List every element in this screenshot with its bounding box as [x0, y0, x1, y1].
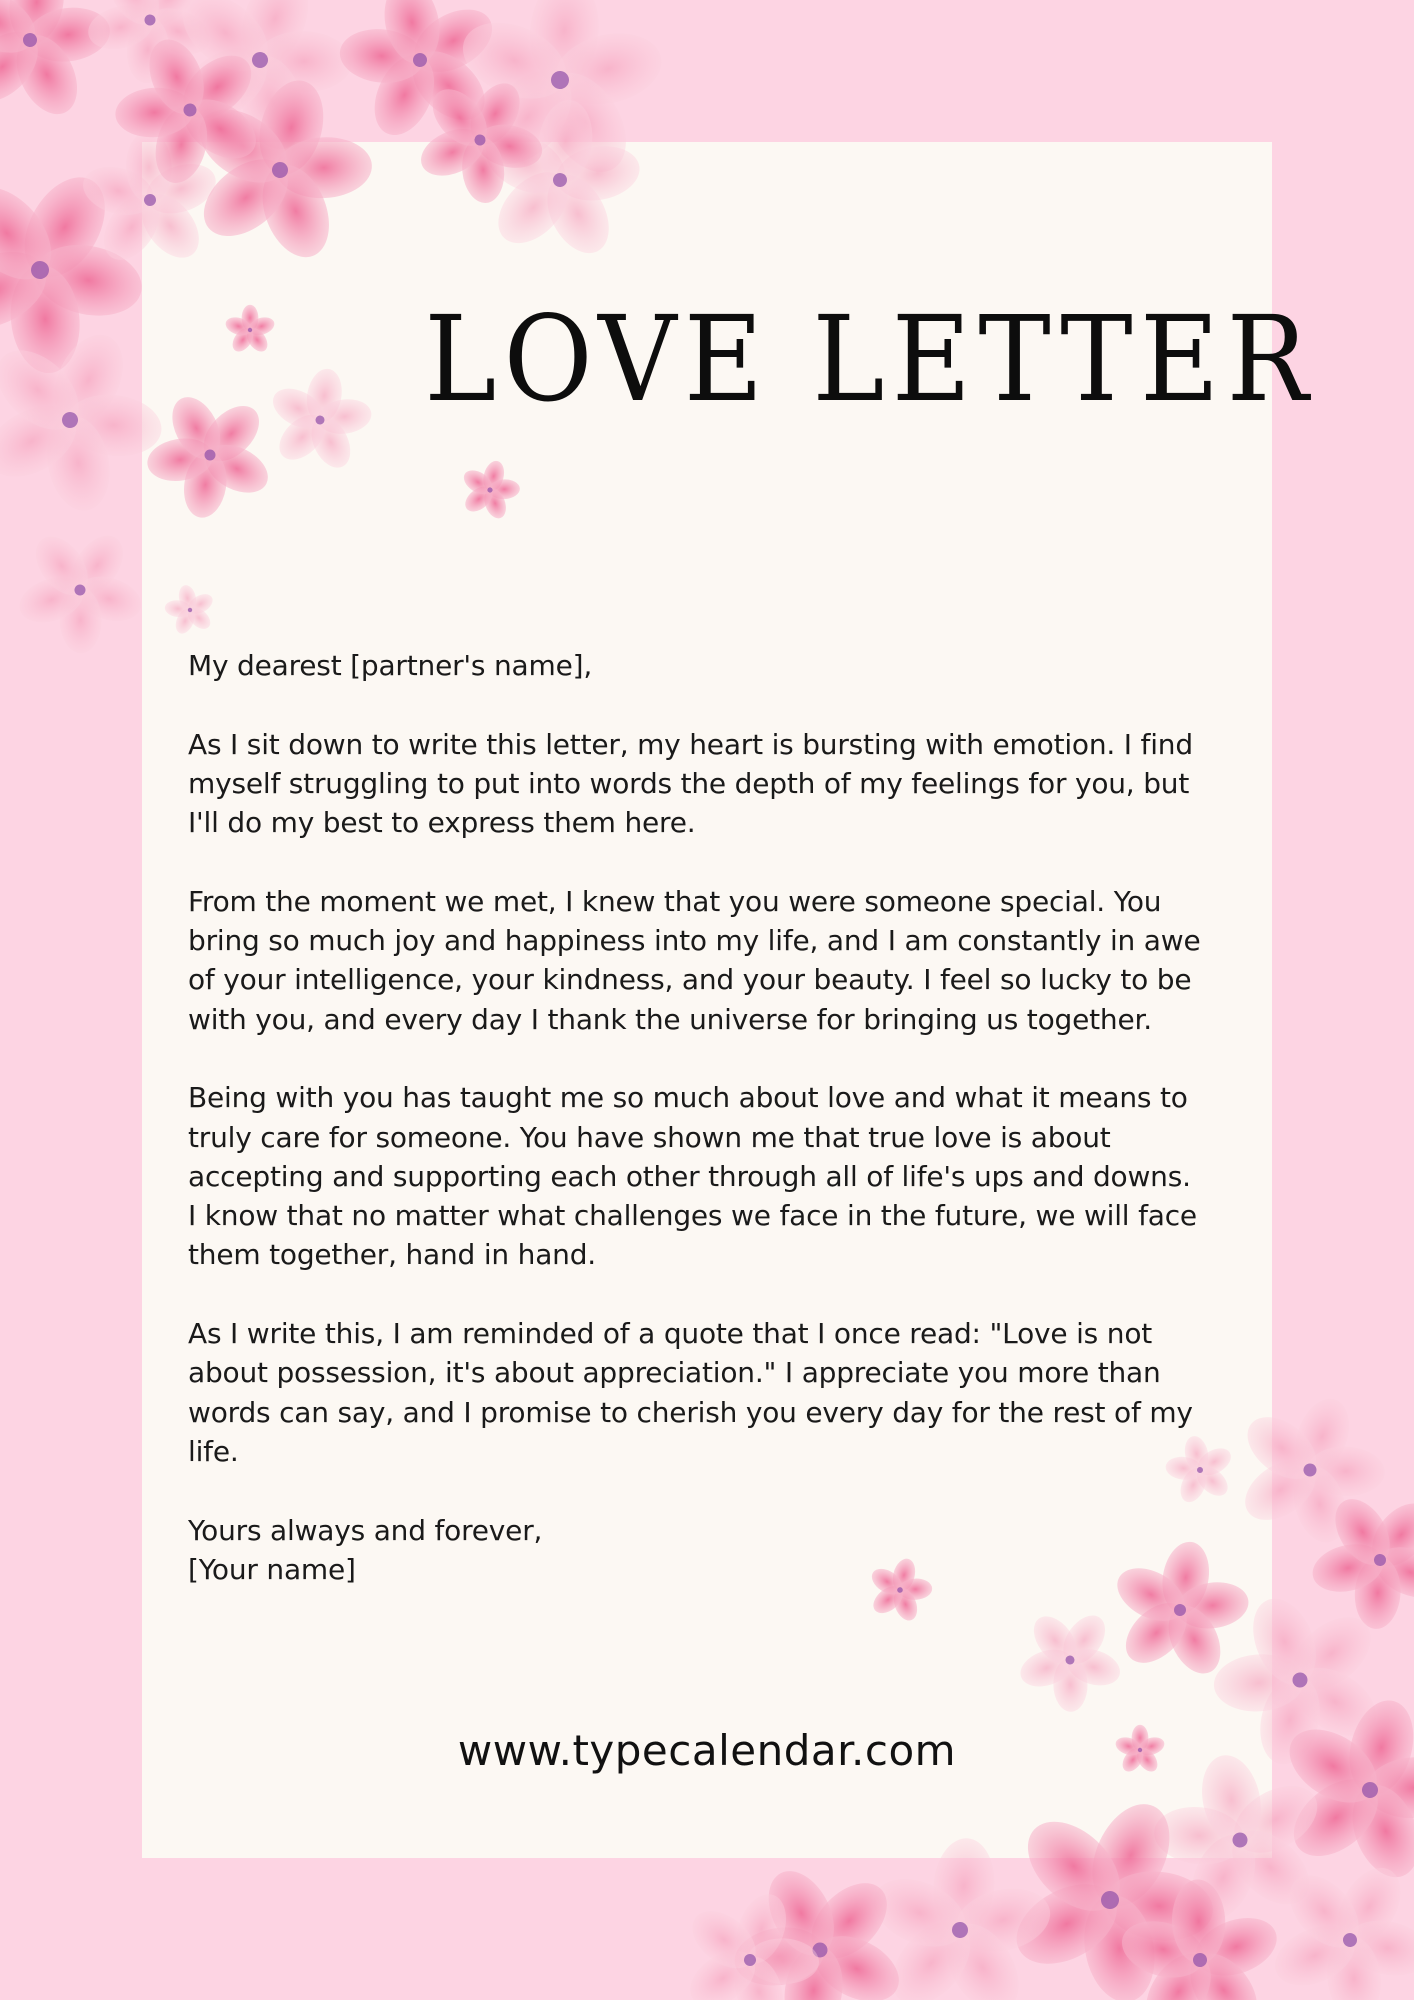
text-line: As I write this, I am reminded of a quote that I once read: "Love is not: [188, 1317, 1153, 1351]
flower-icon: [1280, 1460, 1414, 1659]
text-line: myself struggling to put into words the depth of my feelings for you, but: [188, 766, 1190, 800]
text-line: of your intelligence, your kindness, and your beauty. I feel so lucky to be: [188, 963, 1192, 997]
flower-icon: [1095, 1853, 1305, 2000]
salutation: My dearest [partner's name],: [188, 649, 593, 682]
flower-icon: [658, 1870, 842, 2000]
text-line: I know that no matter what challenges we face in the future, we will face: [188, 1199, 1197, 1233]
closing: Yours always and forever,: [188, 1513, 543, 1547]
paragraph: [188, 1078, 1248, 1274]
text-line: about possession, it's about appreciation." I appreciate you more than: [188, 1356, 1161, 1390]
text-line: As I sit down to write this letter, my heart is bursting with emotion. I find: [188, 727, 1193, 761]
text-line: Being with you has taught me so much about love and what it means to: [188, 1081, 1188, 1115]
flower-icon: [1253, 1676, 1414, 1904]
text-line: words can say, and I promise to cherish you every day for the rest of my: [188, 1395, 1193, 1429]
page-title: LOVE LETTER: [424, 290, 1316, 428]
signature: [Your name]: [188, 1552, 356, 1586]
text-line: accepting and supporting each other through all of life's ups and downs.: [188, 1159, 1191, 1193]
paragraph: [188, 725, 1248, 843]
website-url[interactable]: www.typecalendar.com: [457, 1726, 957, 1775]
text-line: bring so much joy and happiness into my life, and I am constantly in awe: [188, 924, 1201, 958]
paragraph: [188, 1314, 1248, 1471]
letter-body: [188, 646, 1248, 1589]
closing-block: [188, 1511, 1248, 1590]
flower-icon: [0, 0, 127, 134]
text-line: with you, and every day I thank the universe for bringing us together.: [188, 1002, 1152, 1036]
text-line: I'll do my best to express them here.: [188, 806, 696, 840]
flower-icon: [58, 0, 242, 111]
text-line: truly care for someone. You have shown me that true love is about: [188, 1120, 1111, 1154]
text-line: From the moment we met, I knew that you were someone special. You: [188, 884, 1162, 918]
text-line: life.: [188, 1434, 239, 1468]
text-line: them together, hand in hand.: [188, 1238, 596, 1272]
paragraph: [188, 882, 1248, 1039]
